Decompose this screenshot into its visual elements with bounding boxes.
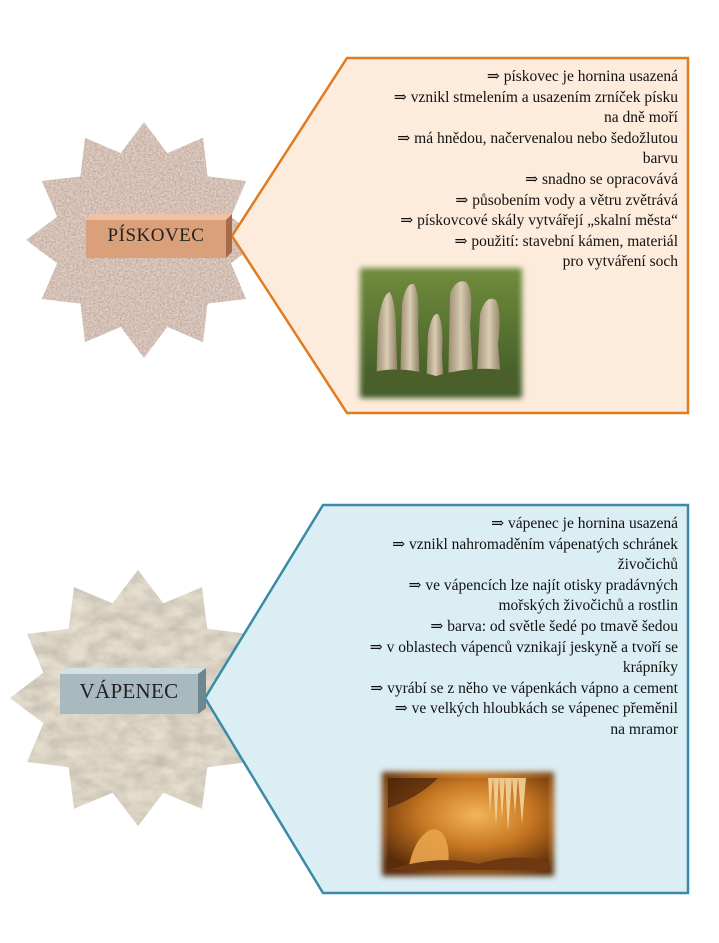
limestone-cave-photo [378,768,558,880]
piskovec-line: ⇒ pískovec je hornina usazená [486,68,678,85]
piskovec-line: pro vytváření soch [562,253,678,271]
vapenec-text [370,514,678,741]
piskovec-line: ⇒ působením vody a větru zvětrává [455,191,678,209]
vapenec-line: ⇒ ve velkých hloubkách se vápenec přeměnil [394,700,678,718]
piskovec-line: ⇒ vznikl stmelením a usazením zrníček písku [393,88,678,106]
vapenec-line: ⇒ vápenec je hornina usazená [491,515,678,532]
piskovec-line: ⇒ má hnědou, načervenalou nebo šedožlutou [397,129,678,147]
piskovec-line: ⇒ použití: stavební kámen, materiál [454,232,678,250]
vapenec-line: krápníky [622,659,678,677]
vapenec-line: ⇒ ve vápencích lze najít otisky pradávných [408,576,678,594]
vapenec-line: na mramor [610,720,678,738]
piskovec-line: ⇒ snadno se opracovává [525,170,678,188]
vapenec-label [60,668,198,708]
vapenec-line: ⇒ v oblastech vápenců vznikají jeskyně a tvoří se [369,638,678,656]
vapenec-line: mořských živočichů a rostlin [498,597,678,615]
vapenec-line: ⇒ vznikl nahromaděním vápenatých schránek [392,535,678,553]
piskovec-title: PÍSKOVEC [107,225,205,246]
vapenec-title: VÁPENEC [79,678,179,703]
piskovec-line: ⇒ pískovcové skály vytvářejí „skalní města“ [400,212,678,230]
vapenec-line: ⇒ barva: od světle šedé po tmavě šedou [430,617,678,635]
piskovec-line: na dně moří [603,109,678,127]
vapenec-line: ⇒ vyrábí se z něho ve vápenkách vápno a cement [370,679,678,697]
piskovec-line: barvu [642,150,678,168]
vapenec-line: živočichů [617,556,678,574]
